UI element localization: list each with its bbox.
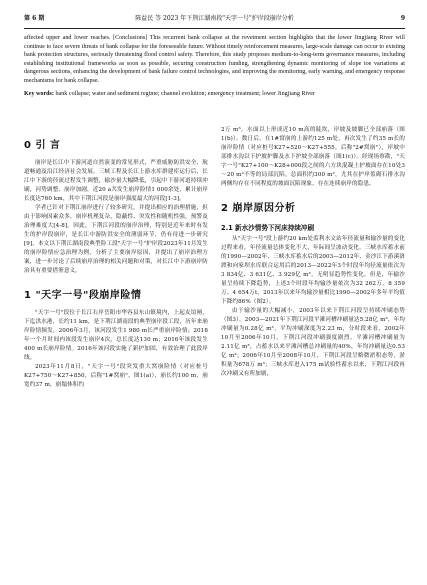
body-columns [24,126,405,566]
subsection-2-1-paragraph-1: 从"天字一号"段上游约20 km处监利水文站年径流量和输沙量的变化过程来看，年径流量总体变化不大，年际间呈波动变化。三峡水库蓄水前的1990—2002年、三峡水库蓄水后的2003—2012年、金沙江下游溪洛渡和向家坝水库联合运用后的2013—2022年3个时段年均径流量依次为3 834亿、3 631亿、3 929亿 m³，无明显趋势性变化。但是，年输沙量呈持续下降趋势，上述3个时段年均输沙量依次为32 262万、8 359万、4 654万t，2013年以来年均输沙量相比1990—2002年多年平均值下降约86%（图2）。 [221,236,405,305]
left-column [24,126,208,566]
right-column [221,126,405,566]
keywords-text: bank collapse; water and sediment regime; channel evolution; emergency treatment; lower Jingjiang River [55,90,315,97]
section-2-title: 2 崩岸原因分析 [221,203,296,214]
subsection-2-1-paragraph-2: 由于输沙量的大幅减小，2003年以来下荆江河段呈持续冲刷态势（图3）。2003—2021年下荆江河段平滩河槽冲刷量达5.28亿 m³，年均冲刷量为0.28亿 m³，平均冲刷深度为2.23 m，分时段来看，2002年10月至2006年10月，下荆江河段冲刷强度剧烈，平滩河槽冲刷量为2.11亿 m³，占蓄水以来平滩河槽总冲刷量的40%，年均冲刷量达0.53亿 m³；2006年10月至2008年10月，下荆江河段呈略微淤积态势，淤积量为678万 m³；三峡水库进入175 m试验性蓄水以来，下荆江河段再次冲刷又有所加剧， [221,308,405,377]
english-abstract-text: affected upper and lower reaches. [Conclusions] This recurrent bank collapse at the revetment section highlights that the lower Jingjiang River will continue to face severe threats of bank collapse for the foreseeable future. Without timely reinforcement measures, large-scale damage can occur to existing bank protection structures, seriously threatening flood control safety. Therefore, this study proposes medium-to-long-term governance measures, including establishing institutional frameworks as soon as possible, securing construction funding, strengthening dynamic monitoring of slope toe variations at dangerous sections, enhancing the development of bank failure control technologies, and improving the monitoring, early warning, and emergency response mechanisms for bank collapse. [24,35,405,84]
paper-page [24,10,405,575]
section-0-title: 0 引 言 [24,140,61,151]
section-1-title: 1 "天字一号"段崩岸险情 [24,290,142,301]
issue-number: 第 6 期 [24,15,45,22]
intro-paragraph-1: 崩岸是长江中下游河道自然演变的常见形式，严重威胁防洪安全、航道畅通及沿江经济社会发展。三峡工程及长江上游水库群建库运行后，长江中下游的径流过程发生调整，输沙量大幅降低，引起中下游河道持续冲刷，河势调整、崩岸加剧，近20 a共发生崩岸险情1 000余处，累计崩岸长度达760 km，其中下荆江河段是崩岸强度最大的河段[1-3]。 [24,160,208,202]
english-keywords [24,90,405,99]
running-title: 陈益民 等 2023 年下荆江湖南段"天字一号"护岸段崩岸分析 [135,15,294,22]
running-header [24,10,405,29]
section-1-paragraph-2: 2023年11月8日，"天字一号"段突发重大窝崩险情（对应桩号K27+750～K27+850，后称"1#窝崩"，图1(a)），崩长约100 m，崩宽约37 m，崩塌体积约 [24,364,208,388]
page-number: 9 [400,15,405,22]
intro-paragraph-2: 学者已针对下荆江崩岸进行了较多研究，并提出相应的治理措施，但由于影响因素众多，崩岸机理复杂，隐蔽性、突发性和随机性强，预警及治理难度大[4-8]。因此，下荆江河段的崩岸治理，特别是近年来时有发生的护岸段崩岸，是长江中游防洪安全的薄弱环节，仍有待进一步研究[9]。本文以下荆江湖南段典型险工段"天字一号"护岸段2023年11月发生的崩岸险情应急治理为例，分析了主要崩岸原因，并提出了崩岸治理方案，进一步讨论了后续崩岸治理的相关问题和对策，对长江中下游崩岸防治具有重要借鉴意义。 [24,205,208,274]
english-abstract [24,34,405,86]
keywords-label: Key words: [24,90,54,97]
subsection-2-1-title: 2.1 新水沙情势下河床持续冲刷 [221,224,315,232]
continued-paragraph: 2万 m³，水面以上形成近10 m高的陡坎，岸坡及坡脚已全部崩落（图1(b)）。数日后，在1#窝崩的上游约125 m处，再次发生了约35 m长的崩岸险情（对应桩号K27+520～K27+555，后称"2#窝崩"），岸坡中部排水沟以下护坡护脚及水下护坡全部崩落（图1(c)）。经现场察勘，"天字一号"K27+100～K28+000段之间的六方块混凝土护坡面存在10处3～20 m²不等的局部沉陷，总面积约300 m²，尤其在护岸浆砌石排水沟两侧均存在不同程度的坡面沉陷现象，存在连续崩岸的隐患。 [221,127,405,187]
section-1-paragraph-1: "天字一号"段位于长江右岸岳阳市华容县东山镇境内，上起友谊闸，下迄洪水港，长约11 km，是下荆江湖南段的典型崩岸段工段，历年来崩岸险情频发。2006年3月，该河段发生1 980 m长严重崩岸险情；2018年一个月时间内该段发生崩岸4次，总长度达130 m；2016年该段发生400 m长崩岸险情。2016年该河段实施了新护加固，有效治理了此段岸线。 [24,310,208,361]
